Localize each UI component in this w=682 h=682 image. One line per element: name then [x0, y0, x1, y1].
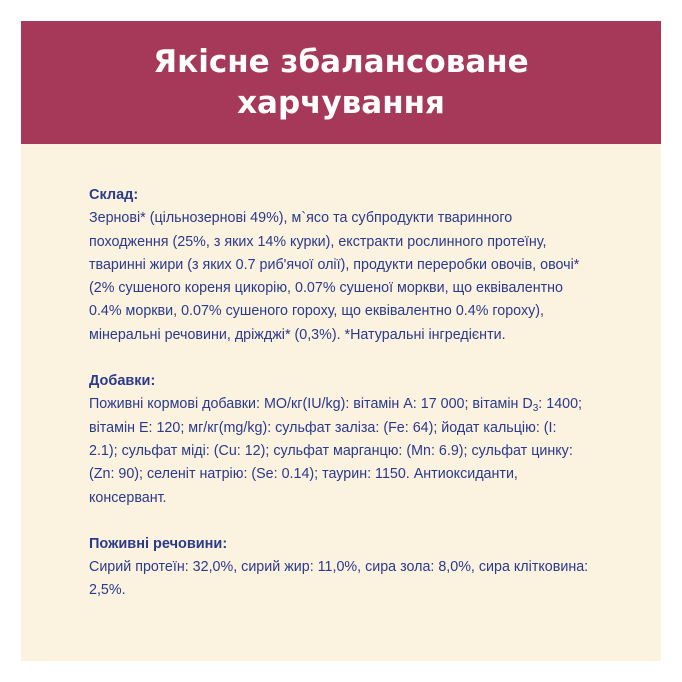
additives-text	[89, 393, 589, 509]
header-banner	[21, 21, 661, 144]
vitamin-d-subscript: 3	[532, 403, 539, 415]
nutrients-text: Сирий протеїн: 32,0%, сирий жир: 11,0%, сира зола: 8,0%, сира клітковина: 2,5%.	[89, 559, 589, 599]
additives-text-part-1: Поживні кормові добавки: МО/кг(IU/kg): вітамін А: 17 000; вітамін D	[89, 396, 533, 413]
page-title: Якісне збалансоване харчування	[153, 43, 529, 121]
additives-text-part-2: : 1400; вітамін Е: 120; мг/кг(mg/kg): сульфат заліза: (Fe: 64); йодат кальцію: (I: 2.1); сульфат міді: (Cu: 12); сульфат марганцю: (Mn: 6.9); сульфат цинку: (Zn: 90); селеніт натрію: (Se: 0.14); таурин: 1150. Антиоксиданти, консервант.	[89, 396, 583, 506]
composition-section	[89, 184, 589, 347]
composition-text: Зернові* (цільнозернові 49%), м`ясо та субпродукти тваринного походження (25%, з яких 14% курки), екстракти рослинного протеїну, тваринні жири (з яких 0.7 риб'ячої олії), продукти переробки овочів, овочі* (2% сушеного кореня цикорію, 0.07% сушеної моркви, що еквівалентно 0.4% моркви, 0.07% сушеного гороху, що еквівалентно 0.4% гороху), мінеральні речовини, дріжджі* (0,3%). *Натуральні інгредієнти.	[89, 210, 580, 343]
nutrients-heading: Поживні речовини:	[89, 535, 228, 552]
info-card	[21, 21, 661, 661]
content-body	[89, 184, 589, 626]
additives-section	[89, 370, 589, 510]
composition-heading: Склад:	[89, 187, 139, 203]
nutrients-section	[89, 533, 589, 603]
additives-heading: Добавки:	[89, 373, 156, 390]
